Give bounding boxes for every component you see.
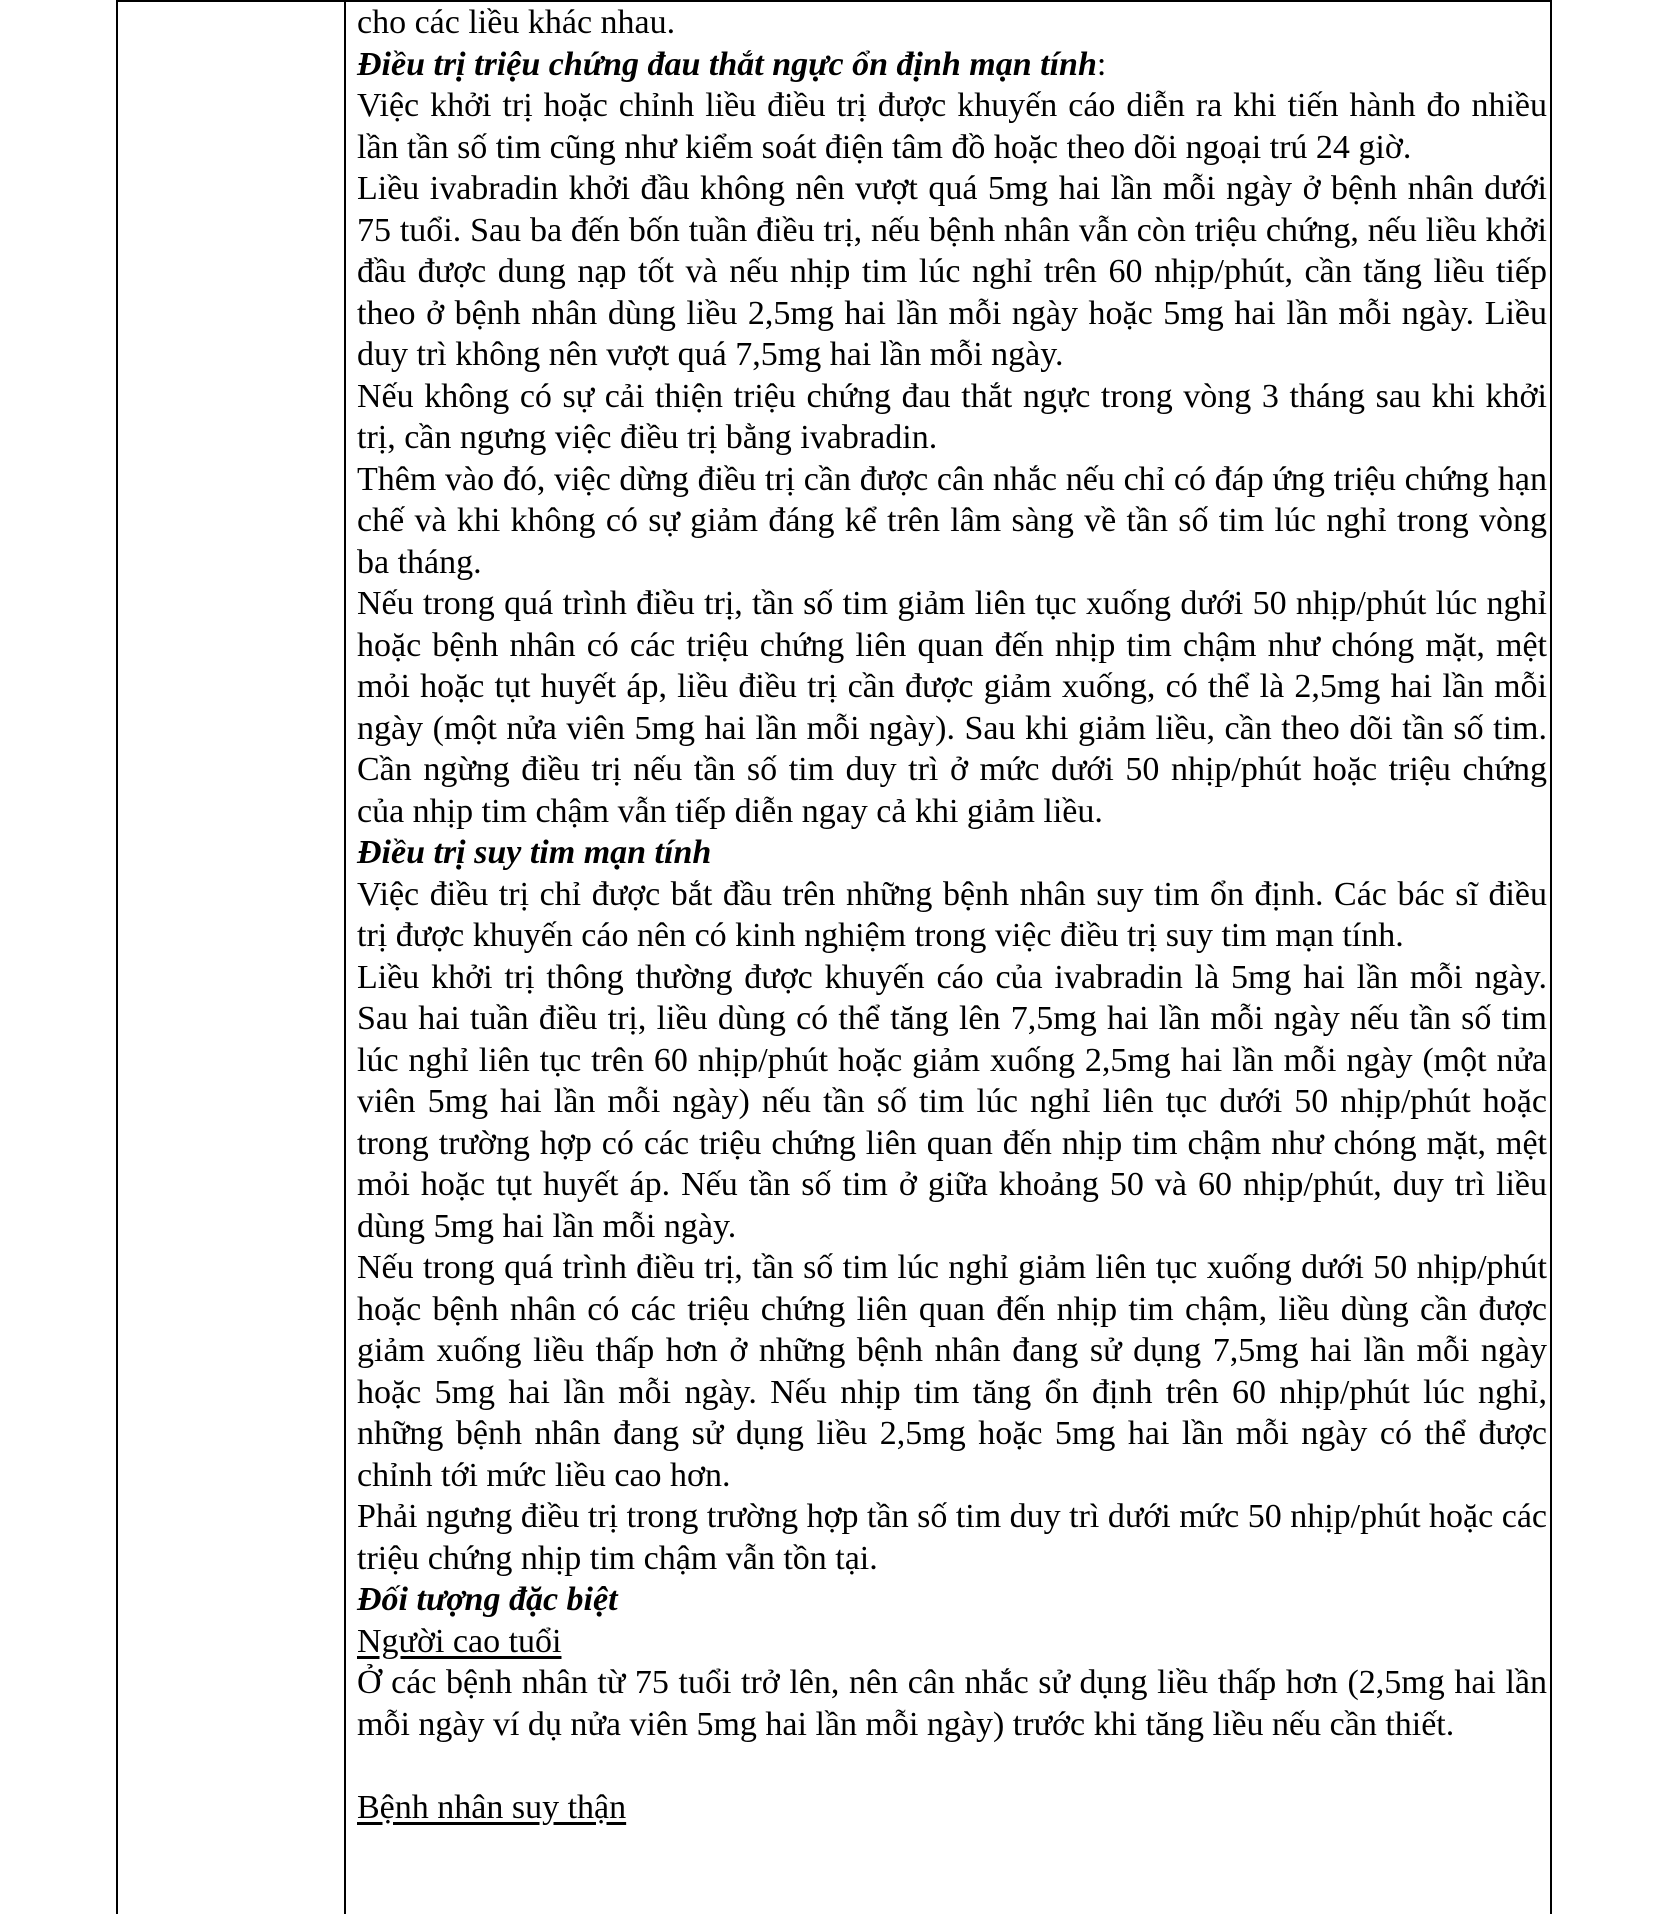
- section-heading-stable-angina: [357, 44, 1547, 86]
- paragraph-continuation: cho các liều khác nhau.: [357, 4, 676, 41]
- table-left-cell: [118, 0, 344, 1914]
- paragraph: Phải ngưng điều trị trong trường hợp tần số tim duy trì dưới mức 50 nhịp/phút hoặc các triệu chứng nhịp tim chậm vẫn tồn tại.: [357, 1498, 1547, 1577]
- heading-colon: :: [1096, 45, 1107, 83]
- paragraph: Liều khởi trị thông thường được khuyến cáo của ivabradin là 5mg hai lần mỗi ngày. Sau hai tuần điều trị, liều dùng có thể tăng lên 7,5mg hai lần mỗi ngày nếu tần số tim lúc nghỉ liên tục trên 60 nhịp/phút hoặc giảm xuống 2,5mg hai lần mỗi ngày (một nửa viên 5mg hai lần mỗi ngày) nếu tần số tim lúc nghỉ liên tục dưới 50 nhịp/phút hoặc trong trường hợp có các triệu chứng liên quan đến nhịp tim chậm như chóng mặt, mệt mỏi hoặc tụt huyết áp. Nếu tần số tim ở giữa khoảng 50 và 60 nhịp/phút, duy trì liều dùng 5mg hai lần mỗi ngày.: [357, 958, 1547, 1245]
- document-table: [116, 0, 1552, 1914]
- subheading-renal-impairment: Bệnh nhân suy thận: [357, 1788, 627, 1826]
- paragraph: Liều ivabradin khởi đầu không nên vượt quá 5mg hai lần mỗi ngày ở bệnh nhân dưới 75 tuổi. Sau ba đến bốn tuần điều trị, nếu bệnh nhân vẫn còn triệu chứng, nếu liều khởi đầu được dung nạp tốt và nếu nhịp tim lúc nghỉ trên 60 nhịp/phút, cần tăng liều tiếp theo ở bệnh nhân dùng liều 2,5mg hai lần mỗi ngày hoặc 5mg hai lần mỗi ngày. Liều duy trì không nên vượt quá 7,5mg hai lần mỗi ngày.: [357, 170, 1547, 373]
- section-heading-special-populations: Đối tượng đặc biệt: [357, 1581, 618, 1618]
- paragraph: Việc điều trị chỉ được bắt đầu trên những bệnh nhân suy tim ổn định. Các bác sĩ điều trị được khuyến cáo nên có kinh nghiệm trong việc điều trị suy tim mạn tính.: [357, 875, 1547, 954]
- paragraph: Thêm vào đó, việc dừng điều trị cần được cân nhắc nếu chỉ có đáp ứng triệu chứng hạn chế và khi không có sự giảm đáng kể trên lâm sàng về tần số tim lúc nghỉ trong vòng ba tháng.: [357, 460, 1547, 581]
- paragraph: Nếu trong quá trình điều trị, tần số tim giảm liên tục xuống dưới 50 nhịp/phút lúc nghỉ hoặc bệnh nhân có các triệu chứng liên quan đến nhịp tim chậm như chóng mặt, mệt mỏi hoặc tụt huyết áp, liều điều trị cần được giảm xuống, có thể là 2,5mg hai lần mỗi ngày (một nửa viên 5mg hai lần mỗi ngày). Sau khi giảm liều, cần theo dõi tần số tim. Cần ngừng điều trị nếu tần số tim duy trì ở mức dưới 50 nhịp/phút hoặc triệu chứng của nhịp tim chậm vẫn tiếp diễn ngay cả khi giảm liều.: [357, 585, 1547, 830]
- subheading-elderly: Người cao tuổi: [357, 1622, 562, 1660]
- document-content: [357, 2, 1547, 1828]
- paragraph: Nếu trong quá trình điều trị, tần số tim lúc nghỉ giảm liên tục xuống dưới 50 nhịp/phút hoặc bệnh nhân có các triệu chứng liên quan đến nhịp tim chậm, liều dùng cần được giảm xuống liều thấp hơn ở những bệnh nhân đang sử dụng 7,5mg hai lần mỗi ngày hoặc 5mg hai lần mỗi ngày. Nếu nhịp tim tăng ổn định trên 60 nhịp/phút lúc nghỉ, những bệnh nhân đang sử dụng liều 2,5mg hoặc 5mg hai lần mỗi ngày có thể được chỉnh tới mức liều cao hơn.: [357, 1249, 1547, 1494]
- heading-text: Điều trị triệu chứng đau thắt ngực ổn định mạn tính: [357, 45, 1097, 83]
- blank-line: [357, 1745, 1547, 1787]
- paragraph: Nếu không có sự cải thiện triệu chứng đau thắt ngực trong vòng 3 tháng sau khi khởi trị, cần ngưng việc điều trị bằng ivabradin.: [357, 377, 1547, 456]
- paragraph: Việc khởi trị hoặc chỉnh liều điều trị được khuyến cáo diễn ra khi tiến hành đo nhiều lần tần số tim cũng như kiểm soát điện tâm đồ hoặc theo dõi ngoại trú 24 giờ.: [357, 87, 1547, 166]
- paragraph: Ở các bệnh nhân từ 75 tuổi trở lên, nên cân nhắc sử dụng liều thấp hơn (2,5mg hai lần mỗi ngày ví dụ nửa viên 5mg hai lần mỗi ngày) trước khi tăng liều nếu cần thiết.: [357, 1664, 1547, 1743]
- section-heading-chronic-heart-failure: Điều trị suy tim mạn tính: [357, 834, 712, 871]
- table-content-cell: [345, 2, 1550, 1828]
